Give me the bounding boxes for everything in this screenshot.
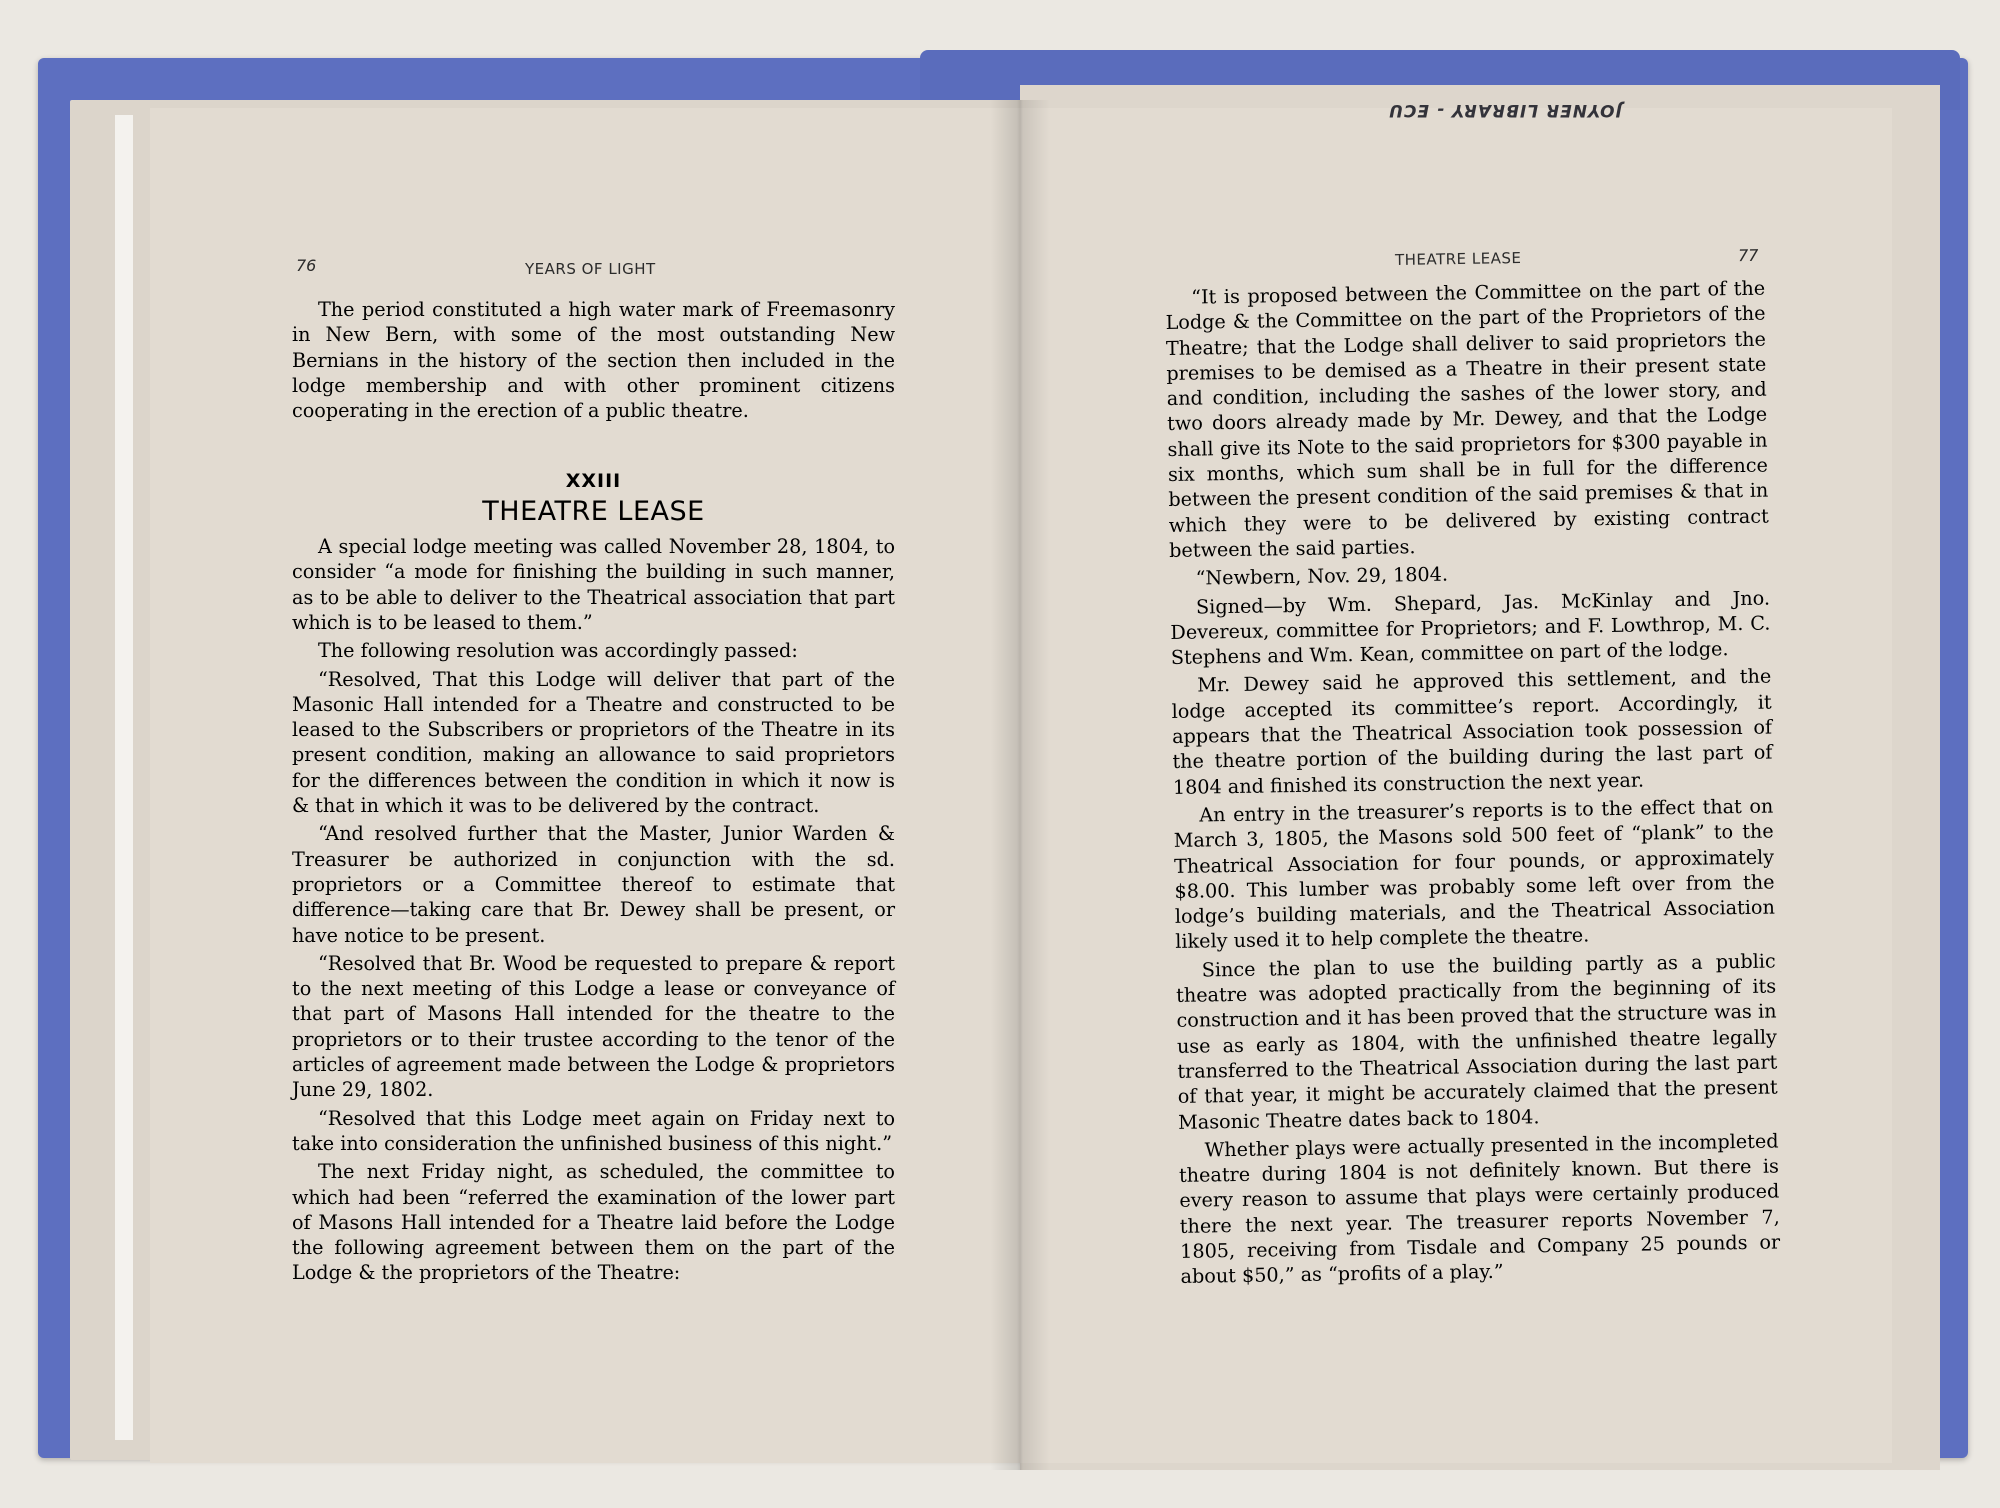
paragraph: Whether plays were actually presented in the incompleted theatre during 1804 is not definitely known. But there is every reason to assume that plays were certainly produced there the next year. The treasurer reports November 7, 1805, receiving from Tisdale and Company 25 pounds or about $50,” as “profits of a play.”: [1178, 1129, 1781, 1289]
chapter-title: THEATRE LEASE: [482, 495, 705, 527]
paragraph: The next Friday night, as scheduled, the committee to which had been “referred the examination of the lower part of Masons Hall intended for a Theatre laid before the Lodge the following agreement between them on the part of the Lodge & the proprietors of the Theatre:: [292, 1160, 895, 1285]
right-running-head: THEATRE LEASE: [1394, 249, 1522, 269]
page-edge-strip: [115, 115, 133, 1440]
intro-paragraph: The period constituted a high water mark of Freemasonry in New Bern, with some of the most outstanding New Bernians in the history of the section then included in the lodge membership and with other prominent citizens cooperating in the erection of a public theatre.: [292, 298, 895, 423]
paragraph: An entry in the treasurer’s reports is to the effect that on March 3, 1805, the Masons sold 500 feet of “plank” to the Theatrical Association for four pounds, or approximately $8.00. This lumber was probably some left over from the lodge’s building materials, and the Theatrical Association likely used it to help complete the theatre.: [1173, 794, 1776, 954]
right-page-number: 77: [1737, 245, 1759, 266]
paragraph: “Resolved that Br. Wood be requested to prepare & report to the next meeting of this Lodge a lease or conveyance of that part of Masons Hall intended for the theatre to the proprietors or to their trustee according to the tenor of the articles of agreement made between the Lodge & proprietors June 29, 1802.: [292, 951, 895, 1102]
left-page-number: 76: [296, 256, 317, 275]
right-page-text: [1165, 276, 1781, 1293]
left-running-head: YEARS OF LIGHT: [525, 260, 656, 278]
chapter-number: XXIII: [565, 470, 622, 493]
paragraph: “Resolved, That this Lodge will deliver that part of the Masonic Hall intended for a Theatre and constructed to be leased to the Subscribers or proprietors of the Theatre in its present condition, making an allowance to said proprietors for the differences between the condition in which it now is & that in which it was to be delivered by the contract.: [292, 667, 895, 818]
paragraph: Since the plan to use the building partly as a public theatre was adopted practically from the beginning of its construction and it has been proved that the structure was in use as early as 1804, with the unfinished theatre legally transferred to the Theatrical Association during the last part of that year, it might be accurately claimed that the present Masonic Theatre dates back to 1804.: [1175, 949, 1778, 1134]
paragraph: “Newbern, Nov. 29, 1804.: [1195, 562, 1449, 590]
paragraph: A special lodge meeting was called November 28, 1804, to consider “a mode for finishing the building in such manner, as to be able to deliver to the Theatrical association that part which is to be leased to them.”: [292, 535, 895, 634]
paragraph: “Resolved that this Lodge meet again on Friday next to take into consideration the unfinished business of this night.”: [292, 1106, 895, 1155]
paragraph: “And resolved further that the Master, Junior Warden & Treasurer be authorized in conjunction with the sd. proprietors or a Committee thereof to estimate that difference—taking care that Br. Dewey shall be present, or have notice to be present.: [292, 822, 895, 947]
paragraph: Signed—by Wm. Shepard, Jas. McKinlay and Jno. Devereux, committee for Proprietors; and F. Lowthrop, M. C. Stephens and Wm. Kean, committee on part of the lodge.: [1170, 586, 1771, 670]
library-stamp: JOYNER LIBRARY - ECU: [1388, 100, 1622, 120]
book-gutter: [990, 100, 1050, 1470]
left-page-text: [292, 297, 895, 1289]
paragraph: The following resolution was accordingly passed:: [318, 639, 798, 663]
paragraph: Mr. Dewey said he approved this settlement, and the lodge accepted its committee’s report. Accordingly, it appears that the Theatrical Association took possession of the theatre portion of the building during the last part of 1804 and finished its construction the next year.: [1171, 664, 1773, 799]
paragraph: “It is proposed between the Committee on the part of the Lodge & the Committee on the part of the Proprietors of the Theatre; that the Lodge shall deliver to said proprietors the premises to be demised as a Theatre in their present state and condition, including the sashes of the lower story, and two doors already made by Mr. Dewey, and that the Lodge shall give its Note to the said proprietors for $300 payable in six months, which sum shall be in full for the difference between the present condition of the said premises & that in which they were to be delivered by existing contract between the said parties.: [1165, 276, 1769, 562]
